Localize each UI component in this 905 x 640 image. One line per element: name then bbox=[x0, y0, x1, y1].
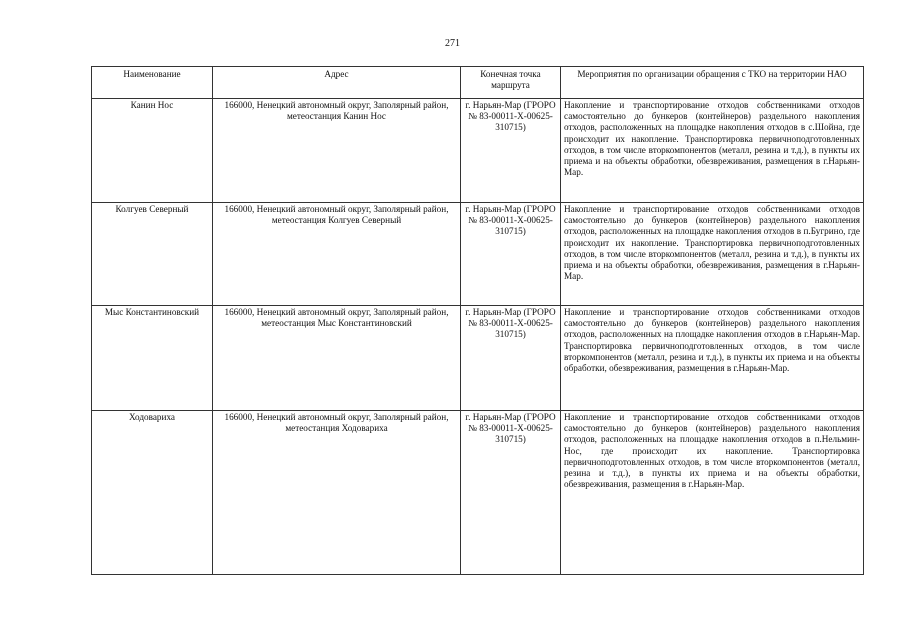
table-row bbox=[92, 411, 864, 575]
station-address: 166000, Ненецкий автономный округ, Заполярный район, метеостанция Колгуев Северный bbox=[213, 203, 461, 306]
station-name: Колгуев Северный bbox=[92, 203, 213, 306]
station-address: 166000, Ненецкий автономный округ, Заполярный район, метеостанция Ходовариха bbox=[213, 411, 461, 575]
header-name: Наименование bbox=[92, 67, 213, 99]
station-address: 166000, Ненецкий автономный округ, Заполярный район, метеостанция Мыс Константиновский bbox=[213, 306, 461, 411]
header-activities: Мероприятия по организации обращения с ТКО на территории НАО bbox=[561, 67, 864, 99]
header-endpoint: Конечная точка маршрута bbox=[461, 67, 561, 99]
page-number: 271 bbox=[445, 38, 460, 49]
station-address: 166000, Ненецкий автономный округ, Заполярный район, метеостанция Канин Нос bbox=[213, 99, 461, 203]
table-row bbox=[92, 99, 864, 203]
route-endpoint: г. Нарьян-Мар (ГРОРО № 83-00011-Х-00625-310715) bbox=[461, 203, 561, 306]
route-endpoint: г. Нарьян-Мар (ГРОРО № 83-00011-Х-00625-310715) bbox=[461, 411, 561, 575]
header-address: Адрес bbox=[213, 67, 461, 99]
route-endpoint: г. Нарьян-Мар (ГРОРО № 83-00011-Х-00625-310715) bbox=[461, 306, 561, 411]
station-name: Мыс Константиновский bbox=[92, 306, 213, 411]
station-name: Ходовариха bbox=[92, 411, 213, 575]
station-name: Канин Нос bbox=[92, 99, 213, 203]
table-row bbox=[92, 306, 864, 411]
activities-text: Накопление и транспортирование отходов собственниками отходов самостоятельно до бункеров (контейнеров) раздельного накопления отходов, расположенных на площадке накопления отходов в г.Нарьян-Мар. Транспортировка первичноподготовленных отходов, в том числе вторкомпонентов (металл, резина и т.д.), в пункты их приема и на объекты обработки, обезвреживания, размещения в г.Нарьян-Мар. bbox=[561, 306, 864, 411]
waste-management-table bbox=[91, 66, 864, 575]
activities-text: Накопление и транспортирование отходов собственниками отходов самостоятельно до бункеров (контейнеров) раздельного накопления отходов, расположенных на площадке накопления отходов в с.Шойна, где происходит их накопление. Транспортировка первичноподготовленных отходов, в том числе вторкомпонентов (металл, резина и т.д.), в пункты их приема и на объекты обработки, обезвреживания, размещения в г.Нарьян-Мар. bbox=[561, 99, 864, 203]
activities-text: Накопление и транспортирование отходов собственниками отходов самостоятельно до бункеров (контейнеров) раздельного накопления отходов, расположенных на площадке накопления отходов в п.Нельмин-Нос, где происходит их накопление. Транспортировка первичноподготовленных отходов, в том числе вторкомпонентов (металл, резина и т.д.), в пункты их приема и на объекты обработки, обезвреживания, размещения в г.Нарьян-Мар. bbox=[561, 411, 864, 575]
route-endpoint: г. Нарьян-Мар (ГРОРО № 83-00011-Х-00625-310715) bbox=[461, 99, 561, 203]
activities-text: Накопление и транспортирование отходов собственниками отходов самостоятельно до бункеров (контейнеров) раздельного накопления отходов, расположенных на площадке накопления отходов в п.Бугрино, где происходит их накопление. Транспортировка первичноподготовленных отходов, в том числе вторкомпонентов (металл, резина и т.д.), в пункты их приема и на объекты обработки, обезвреживания, размещения в г.Нарьян-Мар. bbox=[561, 203, 864, 306]
table-header-row bbox=[92, 67, 864, 99]
table-row bbox=[92, 203, 864, 306]
